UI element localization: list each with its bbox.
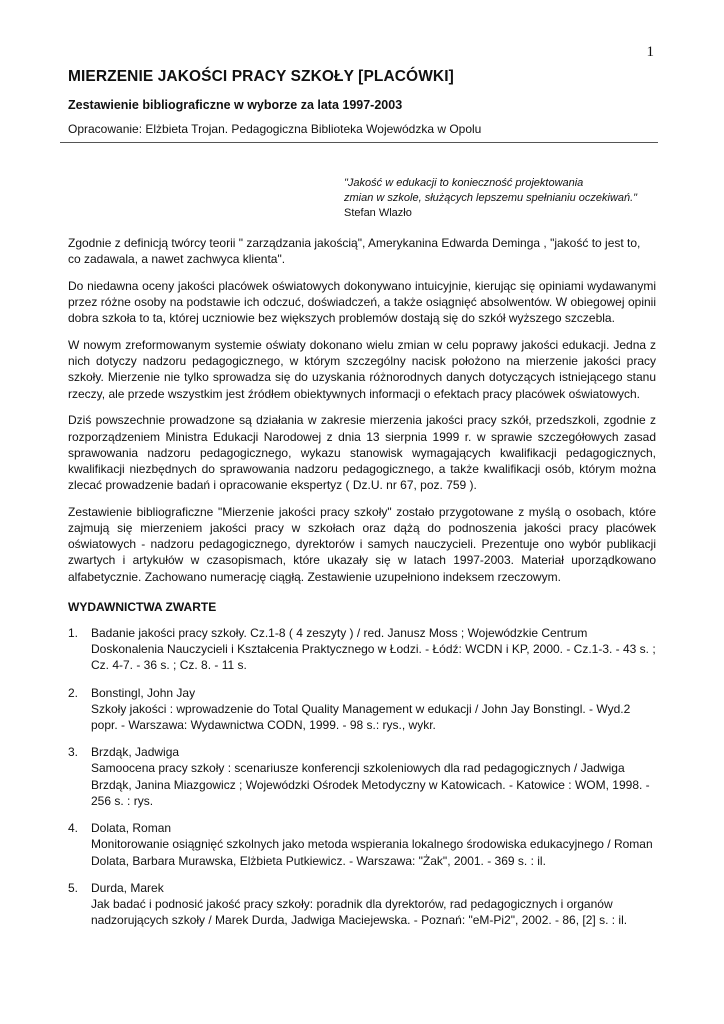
page-number: 1 [646,44,654,60]
document-subtitle: Zestawienie bibliograficzne w wyborze za lata 1997-2003 [68,98,403,112]
epigraph-author: Stefan Wlazło [344,207,412,219]
intro-paragraph-3: W nowym zreformowanym systemie oświaty dokonano wielu zmian w celu poprawy jakości edukacji. Jedna z nich dotyczy nadzoru pedagogicznego, w którym szczególny nacisk położono na mierzenie jakości pracy szkoły. Mierzenie nie tylko sprowadza się do uzyskania różnorodnych danych dotyczących istniejącego stanu rzeczy, ale przede wszystkim jest źródłem obiektywnych informacji o efektach pracy placówek oświatowych. [68,338,656,401]
entry-number: 3. [68,745,79,760]
entry-text: Jak badać i podnosić jakość pracy szkoły: poradnik dla dyrektorów, rad pedagogicznych i organów nadzorujących szkoły / Marek Durda, Jadwiga Maciejewska. - Poznań: "eM-Pi2", 2002. - 86, [2] s. : il. [91,896,628,928]
bibliography-entry [68,685,656,734]
document-title: MIERZENIE JAKOŚCI PRACY SZKOŁY [PLACÓWKI] [68,68,454,85]
section-heading: WYDAWNICTWA ZWARTE [68,599,217,614]
epigraph-line-1: "Jakość w edukacji to konieczność projektowania [344,177,584,189]
intro-paragraph-1: Zgodnie z definicją twórcy teorii " zarządzania jakością", Amerykanina Edwarda Deminga , "jakość to jest to, co zadawala, a nawet zachwyca klienta". [68,236,641,267]
document-header [68,68,656,136]
entry-text: Monitorowanie osiągnięć szkolnych jako metoda wspierania lokalnego środowiska edukacyjnego / Roman Dolata, Barbara Murawska, Elżbieta Putkiewicz. - Warszawa: "Żak", 2001. - 369 s. : il. [91,837,653,868]
intro-paragraph-2: Do niedawna oceny jakości placówek oświatowych dokonywano intuicyjnie, kierując się opiniami wydawanymi przez różne osoby na podstawie ich odczuć, doświadczeń, a także osiągnięć absolwentów. W obiegowej opinii dobra szkoła to ta, której uczniowie bez większych problemów dostają się do szkół wyższego szczebla. [68,278,656,326]
entry-text: Samoocena pracy szkoły : scenariusze konferencji szkoleniowych dla rad pedagogicznych / Jadwiga Brzdąk, Janina Miazgowicz ; Wojewódzki Ośrodek Metodyczny w Katowicach. - Katowice : WOM, 1998. - 256 s. : rys. [91,761,650,808]
bibliography-entry [68,744,656,809]
bibliography-entry [68,880,656,929]
entry-number: 2. [68,685,79,700]
intro-paragraph-5: Zestawienie bibliograficzne "Mierzenie jakości pracy szkoły" zostało przygotowane z myślą o osobach, które zajmują się mierzeniem jakości pracy w szkołach oraz dążą do podnoszenia jakości pracy placówek oświatowych - nadzoru pedagogicznego, dyrektorów i samych nauczycieli. Prezentuje ono wybór publikacji zwartych i artykułów w czasopismach, które ukazały się w latach 1997-2003. Materiał uporządkowano alfabetycznie. Zachowano numerację ciągłą. Zestawienie uzupełniono indeksem rzeczowym. [68,504,656,584]
intro-paragraph-4: Dziś powszechnie prowadzone są działania w zakresie mierzenia jakości pracy szkół, przedszkoli, zgodnie z rozporządzeniem Ministra Edukacji Narodowej z dnia 13 sierpnia 1999 r. w sprawie szczegółowych zasad sprawowania nadzoru pedagogicznego, wykazu stanowisk wymagających kwalifikacji pedagogicznych, kwalifikacji niezbędnych do sprawowania nadzoru pedagogicznego, a także kwalifikacji osób, którym można zlecać prowadzenie badań i opracowanie ekspertyz ( Dz.U. nr 67, poz. 759 ). [68,413,656,493]
epigraph [344,176,664,221]
bibliography-list [68,625,656,928]
document-body [68,235,656,939]
entry-author: Dolata, Roman [91,821,172,836]
bibliography-entry [68,820,656,869]
document-author: Opracowanie: Elżbieta Trojan. Pedagogiczna Biblioteka Wojewódzka w Opolu [68,122,482,136]
entry-author: Brzdąk, Jadwiga [91,745,180,760]
entry-number: 1. [68,626,79,641]
entry-text: Szkoły jakości : wprowadzenie do Total Quality Management w edukacji / John Jay Bonstingl. - Wyd.2 popr. - Warszawa: Wydawnictwa CODN, 1999. - 98 s.: rys., wykr. [91,701,631,733]
entry-text: Badanie jakości pracy szkoły. Cz.1-8 ( 4 zeszyty ) / red. Janusz Moss ; Wojewódzkie Centrum Doskonalenia Nauczycieli i Kształcenia Praktycznego w Łodzi. - Łódź: WCDN i KP, 2000. - Cz.1-3. - 43 s. ; Cz. 4-7. - 36 s. ; Cz. 8. - 11 s. [91,626,656,673]
epigraph-line-2: zmian w szkole, służących lepszemu spełnianiu oczekiwań." [344,192,638,204]
entry-author: Durda, Marek [91,880,164,895]
header-divider [60,142,658,143]
bibliography-entry [68,625,656,674]
entry-number: 4. [68,821,79,836]
entry-author: Bonstingl, John Jay [91,685,196,700]
entry-number: 5. [68,880,79,895]
